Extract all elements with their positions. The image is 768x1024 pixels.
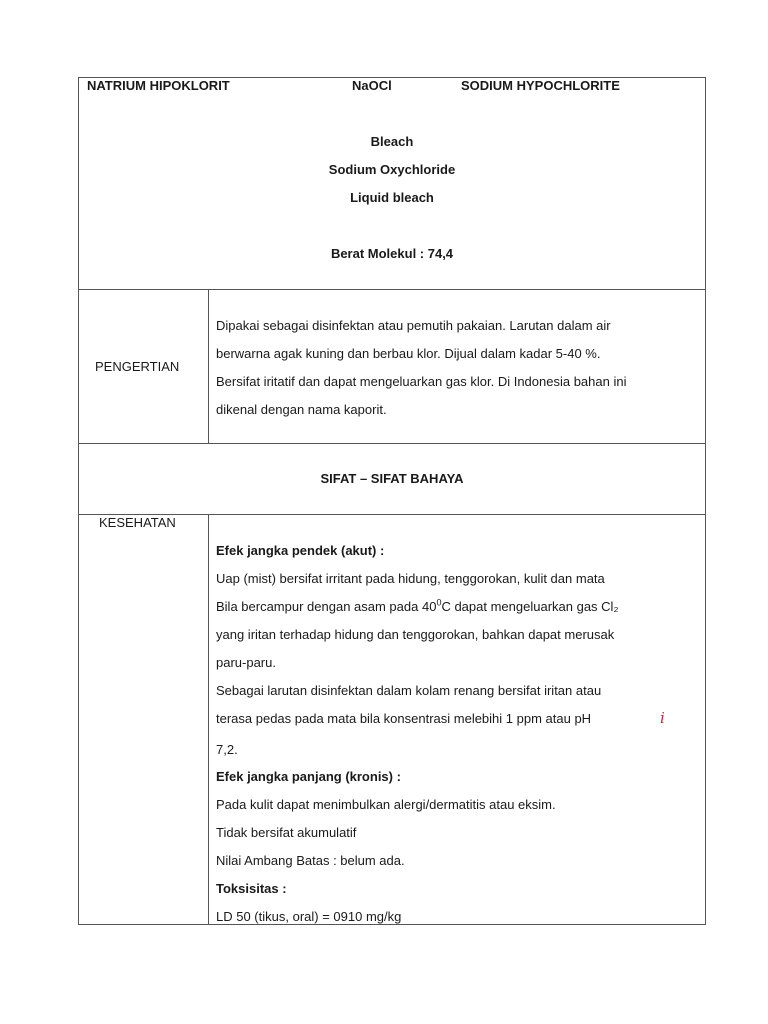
- acute-effects-line: 7,2.: [216, 742, 238, 757]
- chronic-effects-line: Tidak bersifat akumulatif: [216, 825, 357, 840]
- synonym-liquid-bleach: Liquid bleach: [350, 190, 434, 205]
- pengertian-label: PENGERTIAN: [95, 359, 180, 374]
- acute-effects-line: Bila bercampur dengan asam pada $40^0C$ dapat mengeluarkan gas Cl₂: [216, 597, 619, 614]
- acute-effects-line: Uap (mist) bersifat irritant pada hidung, tenggorokan, kulit dan mata: [216, 571, 605, 586]
- acute-effects-line: terasa pedas pada mata bila konsentrasi melebihi 1 ppm atau pH: [216, 711, 592, 726]
- chronic-effects-heading: Efek jangka panjang (kronis) :: [216, 769, 401, 784]
- handwritten-mark: i: [660, 709, 665, 727]
- acute-effects-line: Sebagai larutan disinfektan dalam kolam renang bersifat iritan atau: [216, 683, 602, 698]
- row-divider: [79, 443, 705, 444]
- acute-effects-line: yang iritan terhadap hidung dan tenggorokan, bahkan dapat merusak: [216, 627, 615, 642]
- hazard-section-title: SIFAT – SIFAT BAHAYA: [320, 471, 464, 486]
- name-indonesian: NATRIUM HIPOKLORIT: [87, 78, 230, 93]
- row-divider: [79, 289, 705, 290]
- msds-table: [78, 77, 706, 925]
- pengertian-line: Dipakai sebagai disinfektan atau pemutih pakaian. Larutan dalam air: [216, 318, 611, 333]
- column-divider: [208, 289, 209, 443]
- toxicity-line: LD 50 (tikus, oral) = 0910 mg/kg: [216, 909, 402, 924]
- acute-effects-heading: Efek jangka pendek (akut) :: [216, 543, 385, 558]
- chronic-effects-line: Pada kulit dapat menimbulkan alergi/dermatitis atau eksim.: [216, 797, 556, 812]
- threshold-value-line: Nilai Ambang Batas : belum ada.: [216, 853, 405, 868]
- synonym-sodium-oxychloride: Sodium Oxychloride: [328, 162, 456, 177]
- name-english: SODIUM HYPOCHLORITE: [461, 78, 620, 93]
- chemical-formula: NaOCl: [352, 78, 392, 93]
- column-divider: [208, 514, 209, 925]
- molecular-weight: Berat Molekul : 74,4: [330, 246, 454, 261]
- kesehatan-label: KESEHATAN: [99, 515, 176, 530]
- pengertian-line: Bersifat iritatif dan dapat mengeluarkan gas klor. Di Indonesia bahan ini: [216, 374, 627, 389]
- toxicity-heading: Toksisitas :: [216, 881, 287, 896]
- pengertian-line: berwarna agak kuning dan berbau klor. Dijual dalam kadar 5-40 %.: [216, 346, 601, 361]
- synonym-bleach: Bleach: [370, 134, 414, 149]
- pengertian-line: dikenal dengan nama kaporit.: [216, 402, 387, 417]
- acute-effects-line: paru-paru.: [216, 655, 276, 670]
